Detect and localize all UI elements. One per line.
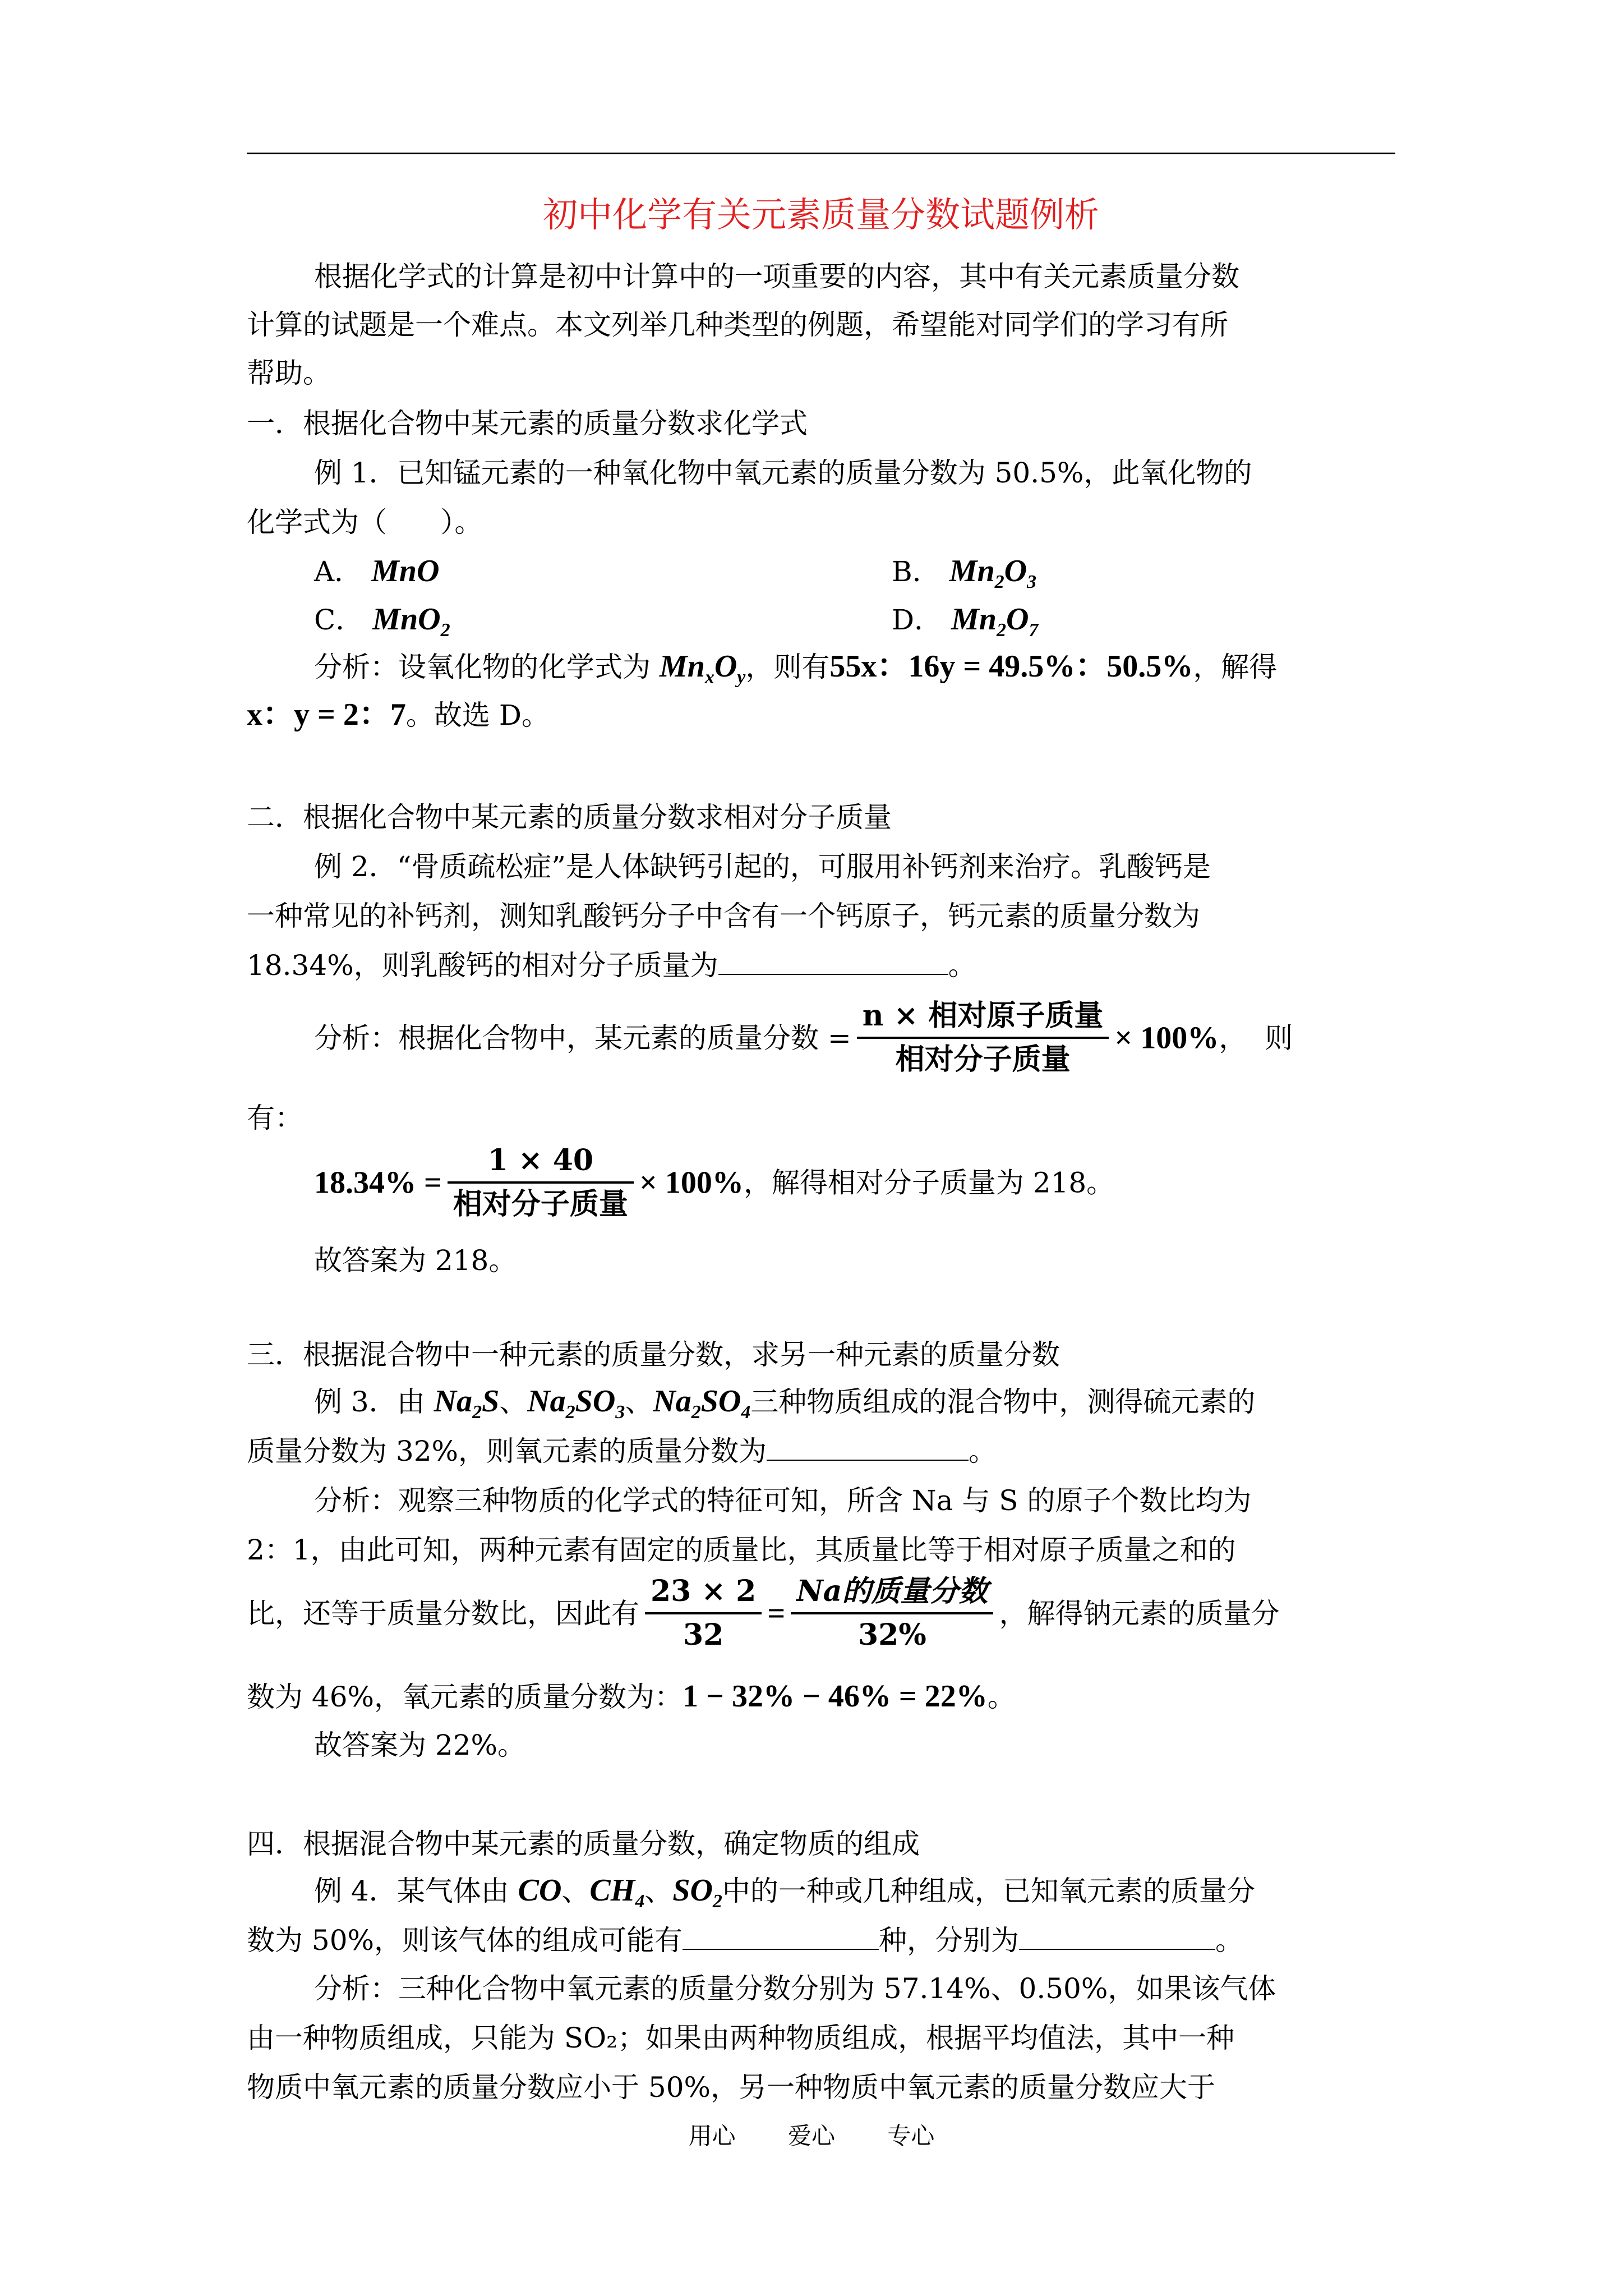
- analysis-text: 有：: [247, 1102, 303, 1134]
- page-title: 初中化学有关元素质量分数试题例析: [542, 194, 1099, 235]
- example-text: 例 2．“骨质疏松症”是人体缺钙引起的，可服用补钙剂来治疗。乳酸钙是: [314, 850, 1211, 883]
- answer-blank: [767, 1437, 969, 1461]
- analysis-text: 比，还等于质量分数比，因此有 $\frac{23 \times 2}{32}$ = $\frac{\text{Na的质量分数}}{32\%}$ ，解得钠元素的质量分: [247, 1574, 1280, 1653]
- example-text: 例 4．某气体由 CO、$CH_4$、$SO_2$中的一种或几种组成，已知氧元素的质量分: [314, 1873, 1255, 1912]
- analysis-text: 2：1，由此可知，两种元素有固定的质量比，其质量比等于相对原子质量之和的: [247, 1534, 1236, 1566]
- footer-item: 用心: [688, 2122, 736, 2150]
- analysis-text: 分析：根据化合物中，某元素的质量分数 = $\frac{\text{n × 相对原子质量}}{\text{相对分子质量}}$ × 100%， 则: [314, 999, 1293, 1077]
- fraction: $\frac{1 \times 40}{\text{相对分子质量}}$: [448, 1143, 634, 1222]
- section-heading: 四．根据混合物中某元素的质量分数，确定物质的组成: [247, 1828, 920, 1860]
- example-text: 一种常见的补钙剂，测知乳酸钙分子中含有一个钙原子，钙元素的质量分数为: [247, 900, 1200, 932]
- answer-blank: [683, 1926, 879, 1950]
- section-heading: 一．根据化合物中某元素的质量分数求化学式: [247, 407, 808, 440]
- example-text: 质量分数为 32%，则氧元素的质量分数为 。: [247, 1435, 997, 1467]
- fraction: $\frac{23 \times 2}{32}$: [645, 1574, 762, 1653]
- example-text: 例 1．已知锰元素的一种氧化物中氧元素的质量分数为 50.5%，此氧化物的: [314, 457, 1252, 489]
- section-heading: 三．根据混合物中一种元素的质量分数，求另一种元素的质量分数: [247, 1338, 1060, 1371]
- option-b: B． $Mn_2O_3$: [892, 554, 1037, 592]
- footer-item: 爱心: [787, 2122, 835, 2150]
- analysis-text: 分析：观察三种物质的化学式的特征可知，所含 Na 与 S 的原子个数比均为: [314, 1484, 1252, 1517]
- analysis-text: 数为 46%，氧元素的质量分数为：1 − 32% − 46% = 22%。: [247, 1679, 1016, 1714]
- example-text: 例 3．由 $Na_2S$、$Na_2SO_3$、$Na_2SO_4$三种物质组成的混合物中，测得硫元素的: [314, 1384, 1256, 1423]
- option-a: A． MnO: [314, 554, 440, 588]
- intro-line: 计算的试题是一个难点。本文列举几种类型的例题，希望能对同学们的学习有所: [247, 309, 1228, 341]
- option-d: D． $Mn_2O_7$: [892, 602, 1039, 641]
- analysis-text: 由一种物质组成，只能为 SO₂；如果由两种物质组成，根据平均值法，其中一种: [247, 2022, 1235, 2054]
- answer-text: 故答案为 218。: [314, 1244, 517, 1277]
- answer-blank: [1019, 1926, 1215, 1950]
- example-text: 化学式为（ ）。: [247, 506, 483, 539]
- analysis-text: 分析：设氧化物的化学式为 $Mn_xO_y$，则有55x：16y = 49.5%：50.5%，解得: [314, 649, 1278, 688]
- equation: 18.34% = $\frac{1 \times 40}{\text{相对分子质量}}$ × 100%，解得相对分子质量为 218。: [314, 1143, 1115, 1222]
- option-c: C． MnO$_2$: [314, 602, 450, 641]
- example-text: 数为 50%，则该气体的组成可能有 种，分别为 。: [247, 1924, 1244, 1957]
- footer-item: 专心: [887, 2122, 935, 2150]
- analysis-text: 物质中氧元素的质量分数应小于 50%，另一种物质中氧元素的质量分数应大于: [247, 2071, 1216, 2104]
- intro-line: 根据化学式的计算是初中计算中的一项重要的内容，其中有关元素质量分数: [314, 260, 1239, 293]
- header-rule: [247, 153, 1395, 154]
- example-text: 18.34%，则乳酸钙的相对分子质量为 。: [247, 949, 976, 982]
- section-heading: 二．根据化合物中某元素的质量分数求相对分子质量: [247, 801, 892, 834]
- answer-blank: [718, 951, 948, 975]
- analysis-text: 分析：三种化合物中氧元素的质量分数分别为 57.14%、0.50%，如果该气体: [314, 1972, 1276, 2005]
- fraction: $\frac{\text{n × 相对原子质量}}{\text{相对分子质量}}$: [857, 999, 1109, 1078]
- intro-line: 帮助。: [247, 357, 331, 389]
- analysis-text: x：y = 2：7。故选 D。: [247, 697, 550, 732]
- answer-text: 故答案为 22%。: [314, 1729, 526, 1761]
- fraction: $\frac{\text{Na的质量分数}}{32\%}$: [791, 1574, 993, 1653]
- page-footer: [0, 2118, 1623, 2151]
